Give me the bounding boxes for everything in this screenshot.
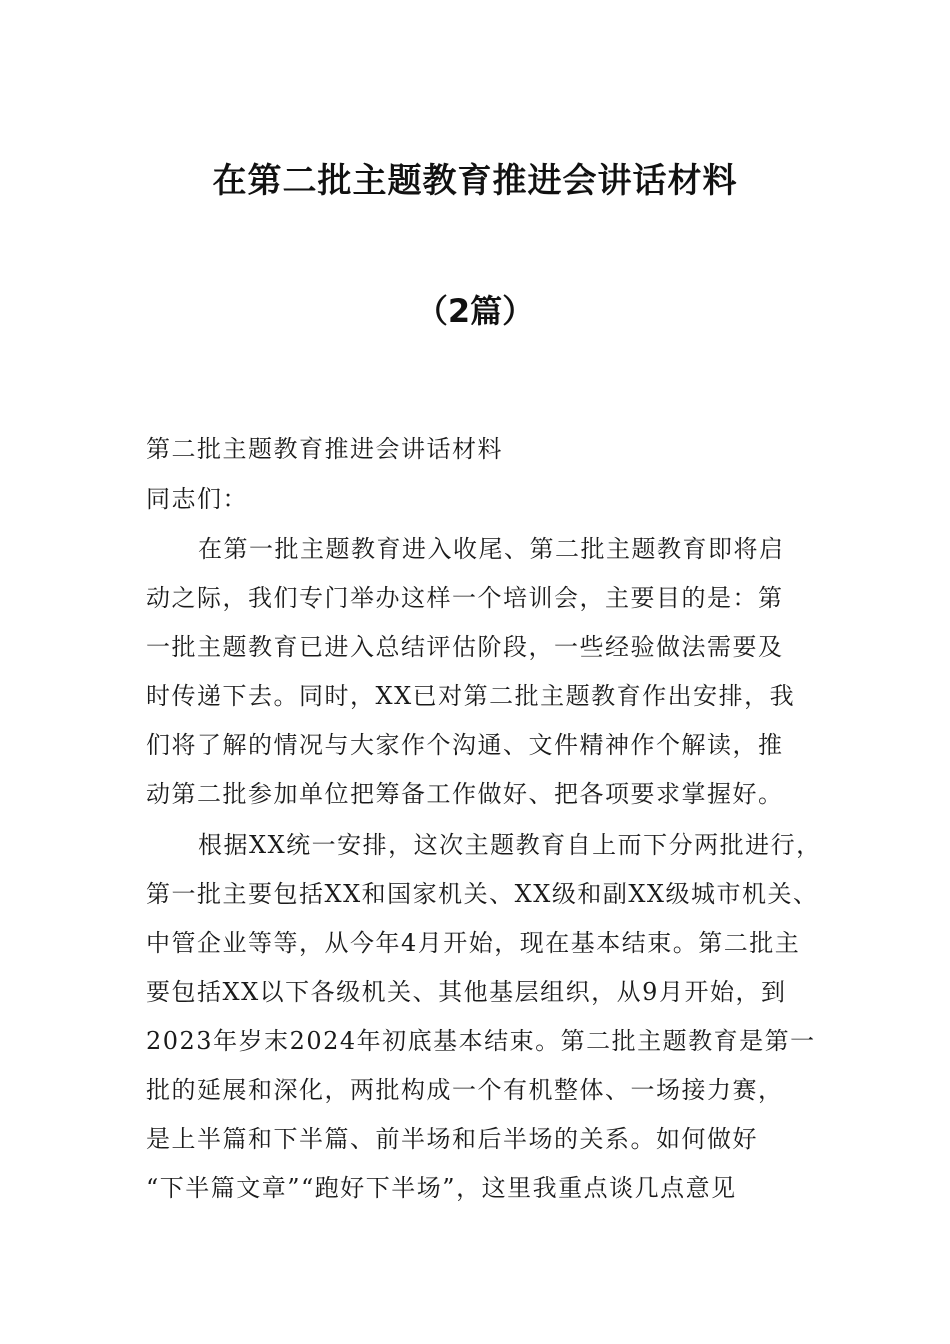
paragraph1-line: 时传递下去。同时，XX已对第二批主题教育作出安排，我 (146, 682, 796, 710)
paragraph1-line: 们将了解的情况与大家作个沟通、文件精神作个解读，推 (146, 731, 784, 759)
paragraph1-line: 动之际，我们专门举办这样一个培训会，主要目的是：第 (146, 584, 784, 612)
section-heading: 第二批主题教育推进会讲话材料 (146, 435, 503, 463)
paragraph1-line: 一批主题教育已进入总结评估阶段，一些经验做法需要及 (146, 633, 784, 661)
paragraph2-line: 根据XX统一安排，这次主题教育自上而下分两批进行， (198, 831, 822, 859)
document-title: 在第二批主题教育推进会讲话材料 (212, 161, 738, 201)
paragraph1-line: 动第二批参加单位把筹备工作做好、把各项要求掌握好。 (146, 780, 784, 808)
paragraph2-line: 是上半篇和下半篇、前半场和后半场的关系。如何做好 (146, 1125, 758, 1153)
paragraph2-line: 2023年岁末2024年初底基本结束。第二批主题教育是第一 (146, 1027, 816, 1055)
document-subtitle: （2篇） (415, 292, 535, 330)
paragraph1-line: 在第一批主题教育进入收尾、第二批主题教育即将启 (198, 535, 785, 563)
paragraph2-line: “下半篇文章”“跑好下半场”，这里我重点谈几点意见 (146, 1174, 737, 1202)
salutation: 同志们： (146, 485, 248, 513)
paragraph2-line: 第一批主要包括XX和国家机关、XX级和副XX级城市机关、 (146, 880, 819, 908)
paragraph2-line: 中管企业等等，从今年4月开始，现在基本结束。第二批主 (146, 929, 801, 957)
paragraph2-line: 要包括XX以下各级机关、其他基层组织，从9月开始，到 (146, 978, 787, 1006)
paragraph2-line: 批的延展和深化，两批构成一个有机整体、一场接力赛， (146, 1076, 784, 1104)
